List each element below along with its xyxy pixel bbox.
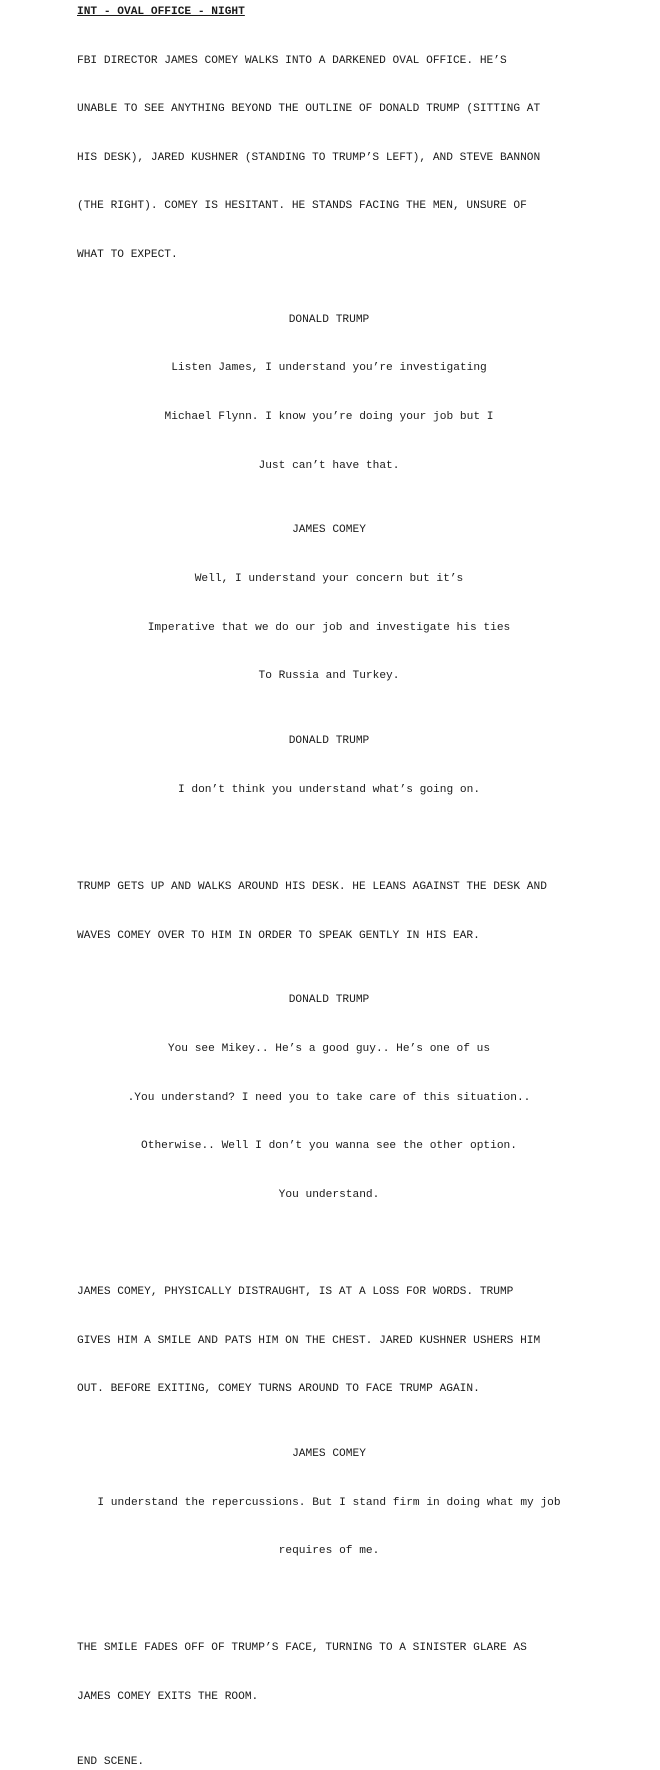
action-line: JAMES COMEY, PHYSICALLY DISTRAUGHT, IS AT A LOSS FOR WORDS. TRUMP [77,1285,514,1298]
dialogue-block-5 [77,1462,581,1592]
action-line: UNABLE TO SEE ANYTHING BEYOND THE OUTLINE OF DONALD TRUMP (SITTING AT [77,103,541,116]
dialogue-line: Just can’t have that. [258,459,400,472]
action-line: GIVES HIM A SMILE AND PATS HIM ON THE CHEST. JARED KUSHNER USHERS HIM [77,1334,541,1347]
action-line: FBI DIRECTOR JAMES COMEY WALKS INTO A DARKENED OVAL OFFICE. HE’S [77,54,507,67]
dialogue-line: Listen James, I understand you’re investigating [171,362,487,375]
action-block-3 [77,1252,581,1430]
character-name: DONALD TRUMP [288,313,370,326]
dialogue-line: I understand the repercussions. But I stand firm in doing what my job [97,1496,561,1509]
dialogue-line: Otherwise.. Well I don’t you wanna see the other option. [141,1140,517,1153]
dialogue-block-2 [77,539,581,717]
action-line: JAMES COMEY EXITS THE ROOM. [77,1691,259,1703]
dialogue-block-4 [77,1009,581,1236]
dialogue-line: .You understand? I need you to take care of this situation.. [127,1091,531,1104]
dialogue-block-3 [77,749,581,830]
end-scene: END SCENE. [77,1755,145,1768]
character-name: DONALD TRUMP [288,735,370,748]
dialogue-line: You understand. [278,1188,380,1201]
dialogue-line: To Russia and Turkey. [258,670,400,683]
action-block-4 [77,1608,581,1738]
dialogue-line: requires of me. [278,1545,380,1558]
dialogue-line: You see Mikey.. He’s a good guy.. He’s one of us [167,1042,491,1055]
dialogue-line: Michael Flynn. I know you’re doing your job but I [164,411,494,424]
action-line: HIS DESK), JARED KUSHNER (STANDING TO TRUMP’S LEFT), AND STEVE BANNON [77,151,541,164]
action-line: THE SMILE FADES OFF OF TRUMP’S FACE, TURNING TO A SINISTER GLARE AS [77,1642,527,1655]
scene-heading: INT - OVAL OFFICE - NIGHT [77,6,245,18]
character-name: DONALD TRUMP [288,994,370,1007]
action-line: WAVES COMEY OVER TO HIM IN ORDER TO SPEAK GENTLY IN HIS EAR. [77,929,480,942]
action-line: WHAT TO EXPECT. [77,249,178,262]
action-line: TRUMP GETS UP AND WALKS AROUND HIS DESK. HE LEANS AGAINST THE DESK AND [77,880,547,893]
action-block-1 [77,20,581,295]
dialogue-line: Imperative that we do our job and investigate his ties [147,621,511,634]
action-block-2 [77,847,581,977]
character-name: JAMES COMEY [292,1447,366,1460]
character-name: JAMES COMEY [292,524,366,537]
screenplay-page [77,4,581,1770]
action-line: (THE RIGHT). COMEY IS HESITANT. HE STANDS FACING THE MEN, UNSURE OF [77,200,527,213]
dialogue-block-1 [77,328,581,506]
dialogue-line: Well, I understand your concern but it’s [194,573,464,586]
action-line: OUT. BEFORE EXITING, COMEY TURNS AROUND TO FACE TRUMP AGAIN. [77,1383,480,1396]
dialogue-line: I don’t think you understand what’s going on. [177,783,481,796]
